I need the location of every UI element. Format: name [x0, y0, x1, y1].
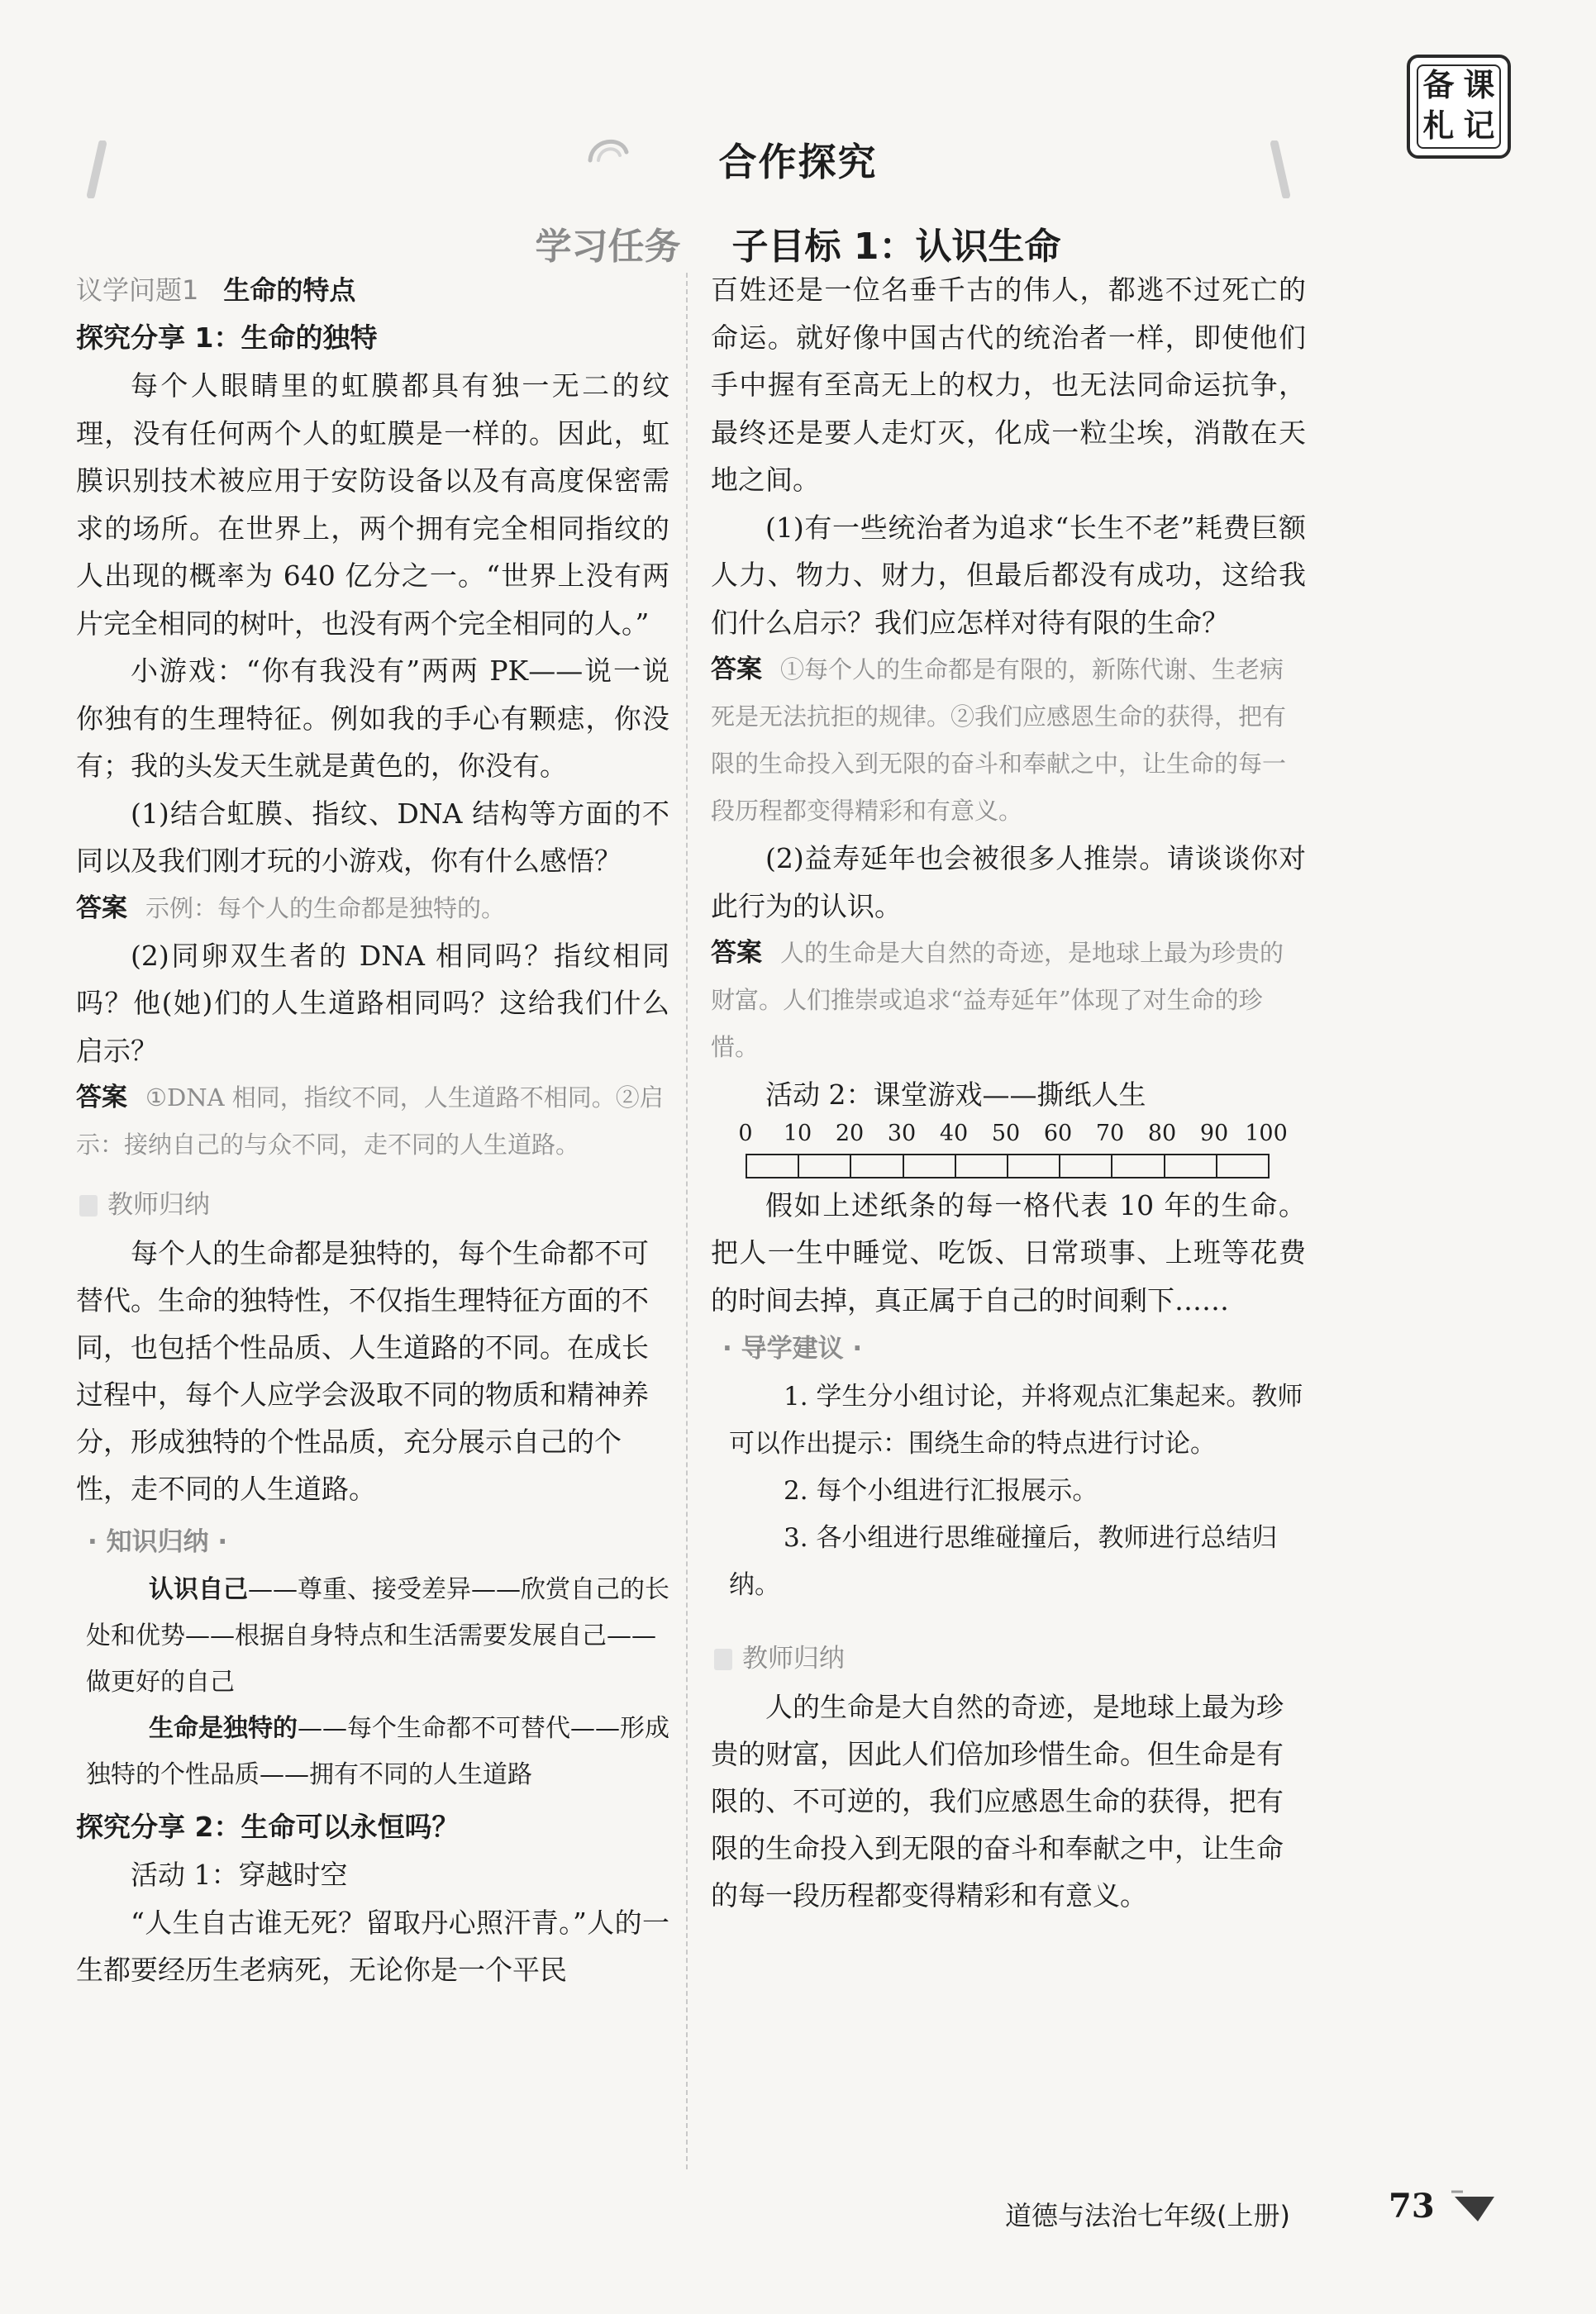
- badge-char: 记: [1463, 107, 1495, 144]
- knowledge-item: [76, 1567, 669, 1706]
- badge-char: 札: [1422, 107, 1455, 144]
- activity-title: 活动 1：穿越时空: [131, 1859, 348, 1891]
- teacher-summary-label: 教师归纳: [76, 1180, 669, 1230]
- ruler-tick-label: 30: [887, 1120, 917, 1146]
- ruler-cell: [1112, 1155, 1165, 1177]
- ruler-tick-label: 0: [738, 1120, 753, 1146]
- question: (2)同卵双生者的 DNA 相同吗？指纹相同吗？他(她)们的人生道路相同吗？这给我们什么启示？: [76, 939, 669, 1067]
- left-column: [76, 266, 669, 1994]
- share1-heading: 探究分享 1：生命的独特: [76, 321, 378, 354]
- ruler-cell: [956, 1155, 1008, 1177]
- ruler-strip: [746, 1154, 1270, 1178]
- subtitle-text: 子目标 1：认识生命: [731, 226, 1061, 268]
- activity-title: 活动 2：课堂游戏——撕纸人生: [765, 1078, 1146, 1111]
- answer-text: 示例：每个人的生命都是独特的。: [145, 893, 506, 922]
- ruler-cell: [747, 1155, 799, 1177]
- answer-text: 人的生命是大自然的奇迹，是地球上最为珍贵的财富。人们推崇或追求“益寿延年”体现了对生命的珍惜。: [711, 939, 1284, 1061]
- page-number: 73: [1389, 2187, 1435, 2226]
- question: (1)结合虹膜、指纹、DNA 结构等方面的不同以及我们刚才玩的小游戏，你有什么感悟？: [76, 797, 669, 877]
- ruler-cell: [1165, 1155, 1217, 1177]
- question: (2)益寿延年也会被很多人推崇。请谈谈你对此行为的认识。: [711, 842, 1306, 922]
- knowledge-key: 认识自己: [149, 1575, 248, 1604]
- topic-heading: [76, 266, 669, 314]
- paragraph: 假如上述纸条的每一格代表 10 年的生命。把人一生中睡觉、吃饭、日常琐事、上班等花费的时间去掉，真正属于自己的时间剩下……: [711, 1188, 1306, 1317]
- right-column: [711, 266, 1306, 1919]
- knowledge-text: ——尊重、接受差异——欣赏自己的长处和优势——根据自身特点和生活需要发展自己——做更好的自己: [86, 1575, 669, 1697]
- ruler-tick-label: 80: [1147, 1120, 1177, 1146]
- guide-item: 2. 每个小组进行汇报展示。: [784, 1476, 1098, 1506]
- teacher-summary: 人的生命是大自然的奇迹，是地球上最为珍贵的财富，因此人们倍加珍惜生命。但生命是有限的、不可逆的，我们应感恩生命的获得，把有限的生命投入到无限的奋斗和奉献之中，让生命的每一段历程都变得精彩和有意义。: [711, 1691, 1284, 1912]
- ruler-cell: [1060, 1155, 1112, 1177]
- paragraph: 小游戏：“你有我没有”两两 PK——说一说你独有的生理特征。例如我的手心有颗痣，你没有；我的头发天生就是黄色的，你没有。: [76, 655, 669, 782]
- topic-title: 生命的特点: [223, 274, 356, 306]
- ruler-cell: [904, 1155, 956, 1177]
- badge-char: 备: [1422, 67, 1455, 103]
- ruler-tick-label: 10: [783, 1120, 812, 1146]
- knowledge-text: ——每个生命都不可替代——形成独特的个性品质——拥有不同的人生道路: [86, 1714, 669, 1789]
- book-title: 道德与法治七年级(上册): [1005, 2200, 1290, 2231]
- answer-text: ①每个人的生命都是有限的，新陈代谢、生老病死是无法抗拒的规律。②我们应感恩生命的获得，把有限的生命投入到无限的奋斗和奉献之中，让生命的每一段历程都变得精彩和有意义。: [711, 655, 1287, 825]
- section-title: 合作探究: [718, 140, 878, 184]
- answer-tag: 答案: [76, 893, 127, 923]
- ruler-tick-label: 90: [1199, 1120, 1229, 1146]
- answer-tag: 答案: [711, 938, 762, 968]
- ruler-cell: [1217, 1155, 1268, 1177]
- ruler-tick-label: 40: [939, 1120, 969, 1146]
- answer: [711, 646, 1306, 835]
- badge-char: 课: [1463, 67, 1495, 103]
- answer: [76, 885, 669, 932]
- ruler-tick-label: 60: [1043, 1120, 1073, 1146]
- paragraph: “人生自古谁无死？留取丹心照汗青。”人的一生都要经历生老病死，无论你是一个平民: [76, 1906, 669, 1986]
- teacher-summary-label: 教师归纳: [711, 1634, 1306, 1683]
- column-divider: [686, 273, 688, 2169]
- ruler-cell: [851, 1155, 903, 1177]
- topic-label: 议学问题1: [76, 274, 199, 306]
- subtitle: [0, 217, 1596, 269]
- task-label: 学习任务: [535, 226, 681, 268]
- teacher-summary: 每个人的生命都是独特的，每个生命都不可替代。生命的独特性，不仅指生理特征方面的不同，也包括个性品质、人生道路的不同。在成长过程中，每个人应学会汲取不同的物质和精神养分，形成独特的个性品质，充分展示自己的个性，走不同的人生道路。: [76, 1237, 649, 1505]
- knowledge-summary-label: · 知识归纳 ·: [88, 1527, 228, 1557]
- knowledge-key: 生命是独特的: [149, 1714, 298, 1743]
- ruler-cell: [799, 1155, 851, 1177]
- guide-label: · 导学建议 ·: [722, 1334, 863, 1364]
- paragraph: 每个人眼睛里的虹膜都具有独一无二的纹理，没有任何两个人的虹膜是一样的。因此，虹膜识别技术被应用于安防设备以及有高度保密需求的场所。在世界上，两个拥有完全相同指纹的人出现的概率为 640 亿分之一。“世界上没有两片完全相同的树叶，也没有两个完全相同的人。”: [76, 369, 669, 640]
- answer: [711, 930, 1306, 1071]
- answer-tag: 答案: [76, 1083, 127, 1112]
- ruler-tick-label: 20: [835, 1120, 865, 1146]
- guide-item: 3. 各小组进行思维碰撞后，教师进行总结归纳。: [729, 1523, 1278, 1600]
- question: (1)有一些统治者为追求“长生不老”耗费巨额人力、物力、财力，但最后都没有成功，这给我们什么启示？我们应怎样对待有限的生命？: [711, 511, 1306, 639]
- answer-text: ①DNA 相同，指纹不同，人生道路不相同。②启示：接纳自己的与众不同，走不同的人生道路。: [76, 1083, 664, 1159]
- answer-tag: 答案: [711, 655, 762, 684]
- paragraph: 百姓还是一位名垂千古的伟人，都逃不过死亡的命运。就好像中国古代的统治者一样，即使他们手中握有至高无上的权力，也无法同命运抗争，最终还是要人走灯灭，化成一粒尘埃，消散在天地之间。: [711, 274, 1306, 496]
- ruler-tick-label: 70: [1095, 1120, 1125, 1146]
- ruler-tick-label: 50: [991, 1120, 1021, 1146]
- answer: [76, 1074, 669, 1169]
- arrow-ornament-icon: [1450, 2187, 1499, 2225]
- ruler-tick-label: 100: [1245, 1120, 1288, 1146]
- knowledge-item: [76, 1706, 669, 1798]
- guide-item: 1. 学生分小组讨论，并将观点汇集起来。教师可以作出提示：围绕生命的特点进行讨论。: [729, 1382, 1303, 1459]
- ruler-cell: [1008, 1155, 1060, 1177]
- share2-heading: 探究分享 2：生命可以永恒吗？: [76, 1811, 460, 1843]
- paper-strip-ruler: [727, 1121, 1306, 1175]
